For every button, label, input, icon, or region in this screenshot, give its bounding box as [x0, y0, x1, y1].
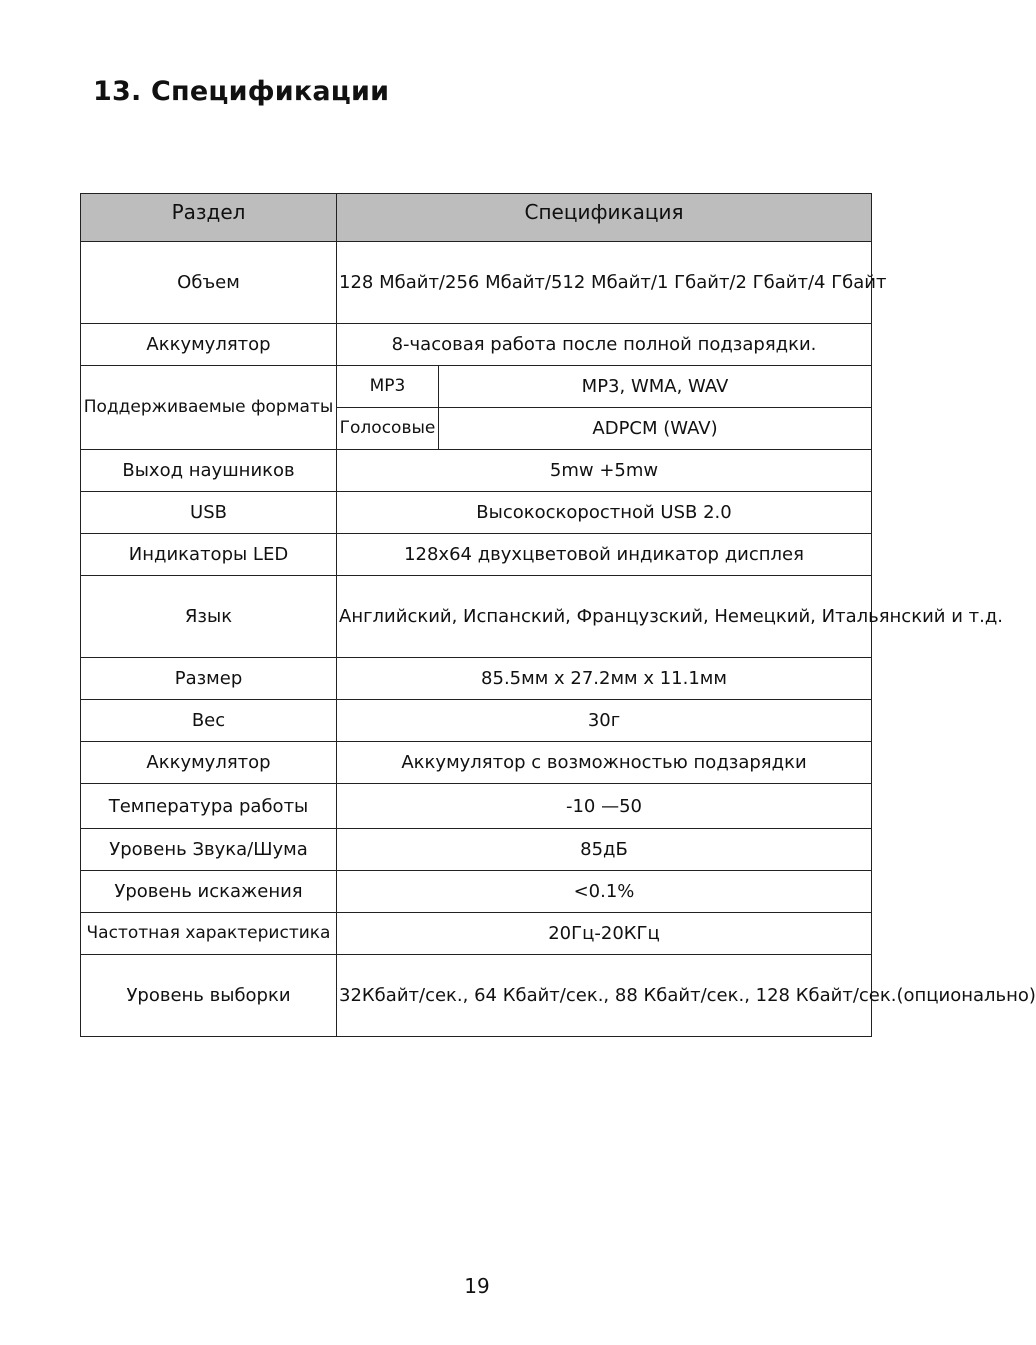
row-label-distortion: Уровень искажения	[81, 871, 337, 913]
table-row	[81, 324, 872, 366]
table-row	[81, 366, 872, 408]
table-row	[81, 492, 872, 534]
table-row	[81, 242, 872, 324]
row-label-battery-type: Аккумулятор	[81, 742, 337, 784]
table-row	[81, 829, 872, 871]
table-row	[81, 955, 872, 1037]
format-mp3-value: MP3, WMA, WAV	[439, 366, 872, 408]
row-value-headphones: 5mw +5mw	[337, 450, 872, 492]
row-label-battery-life: Аккумулятор	[81, 324, 337, 366]
table-row	[81, 871, 872, 913]
row-label-sampling: Уровень выборки	[81, 955, 337, 1037]
row-value-frequency: 20Гц-20КГц	[337, 913, 872, 955]
page-number: 19	[464, 1274, 490, 1298]
row-value-battery-type: Аккумулятор с возможностью подзарядки	[337, 742, 872, 784]
table-row	[81, 450, 872, 492]
row-value-battery-life: 8-часовая работа после полной подзарядки.	[337, 324, 872, 366]
row-value-distortion: <0.1%	[337, 871, 872, 913]
format-mp3-label: MP3	[337, 366, 439, 408]
row-value-led: 128x64 двухцветовой индикатор дисплея	[337, 534, 872, 576]
row-label-capacity: Объем	[81, 242, 337, 324]
row-label-size: Размер	[81, 658, 337, 700]
page-title: 13. Спецификации	[93, 76, 390, 107]
row-label-headphones: Выход наушников	[81, 450, 337, 492]
format-voice-label: Голосовые	[337, 408, 439, 450]
row-value-snr: 85дБ	[337, 829, 872, 871]
row-value-usb: Высокоскоростной USB 2.0	[337, 492, 872, 534]
row-value-temperature: -10 —50	[337, 784, 872, 829]
table-row	[81, 784, 872, 829]
table-row	[81, 742, 872, 784]
row-label-language: Язык	[81, 576, 337, 658]
row-value-size: 85.5мм x 27.2мм x 11.1мм	[337, 658, 872, 700]
table-row	[81, 534, 872, 576]
table-row	[81, 576, 872, 658]
row-value-sampling: 32Кбайт/сек., 64 Кбайт/сек., 88 Кбайт/сек., 128 Кбайт/сек.(опционально)	[337, 955, 872, 1037]
table-header-row	[81, 194, 872, 242]
spec-table	[80, 193, 1036, 1037]
table-row	[81, 913, 872, 955]
row-value-weight: 30г	[337, 700, 872, 742]
table-row	[81, 658, 872, 700]
row-label-temperature: Температура работы	[81, 784, 337, 829]
format-voice-value: ADPCM (WAV)	[439, 408, 872, 450]
row-label-weight: Вес	[81, 700, 337, 742]
row-label-formats: Поддерживаемые форматы	[81, 366, 337, 450]
header-section: Раздел	[81, 194, 337, 242]
row-value-capacity: 128 Мбайт/256 Мбайт/512 Мбайт/1 Гбайт/2 Гбайт/4 Гбайт	[337, 242, 872, 324]
row-label-snr: Уровень Звука/Шума	[81, 829, 337, 871]
header-spec: Спецификация	[337, 194, 872, 242]
row-label-frequency: Частотная характеристика	[81, 913, 337, 955]
row-label-led: Индикаторы LED	[81, 534, 337, 576]
table-row	[81, 700, 872, 742]
row-value-language: Английский, Испанский, Французский, Немецкий, Итальянский и т.д.	[337, 576, 872, 658]
row-label-usb: USB	[81, 492, 337, 534]
